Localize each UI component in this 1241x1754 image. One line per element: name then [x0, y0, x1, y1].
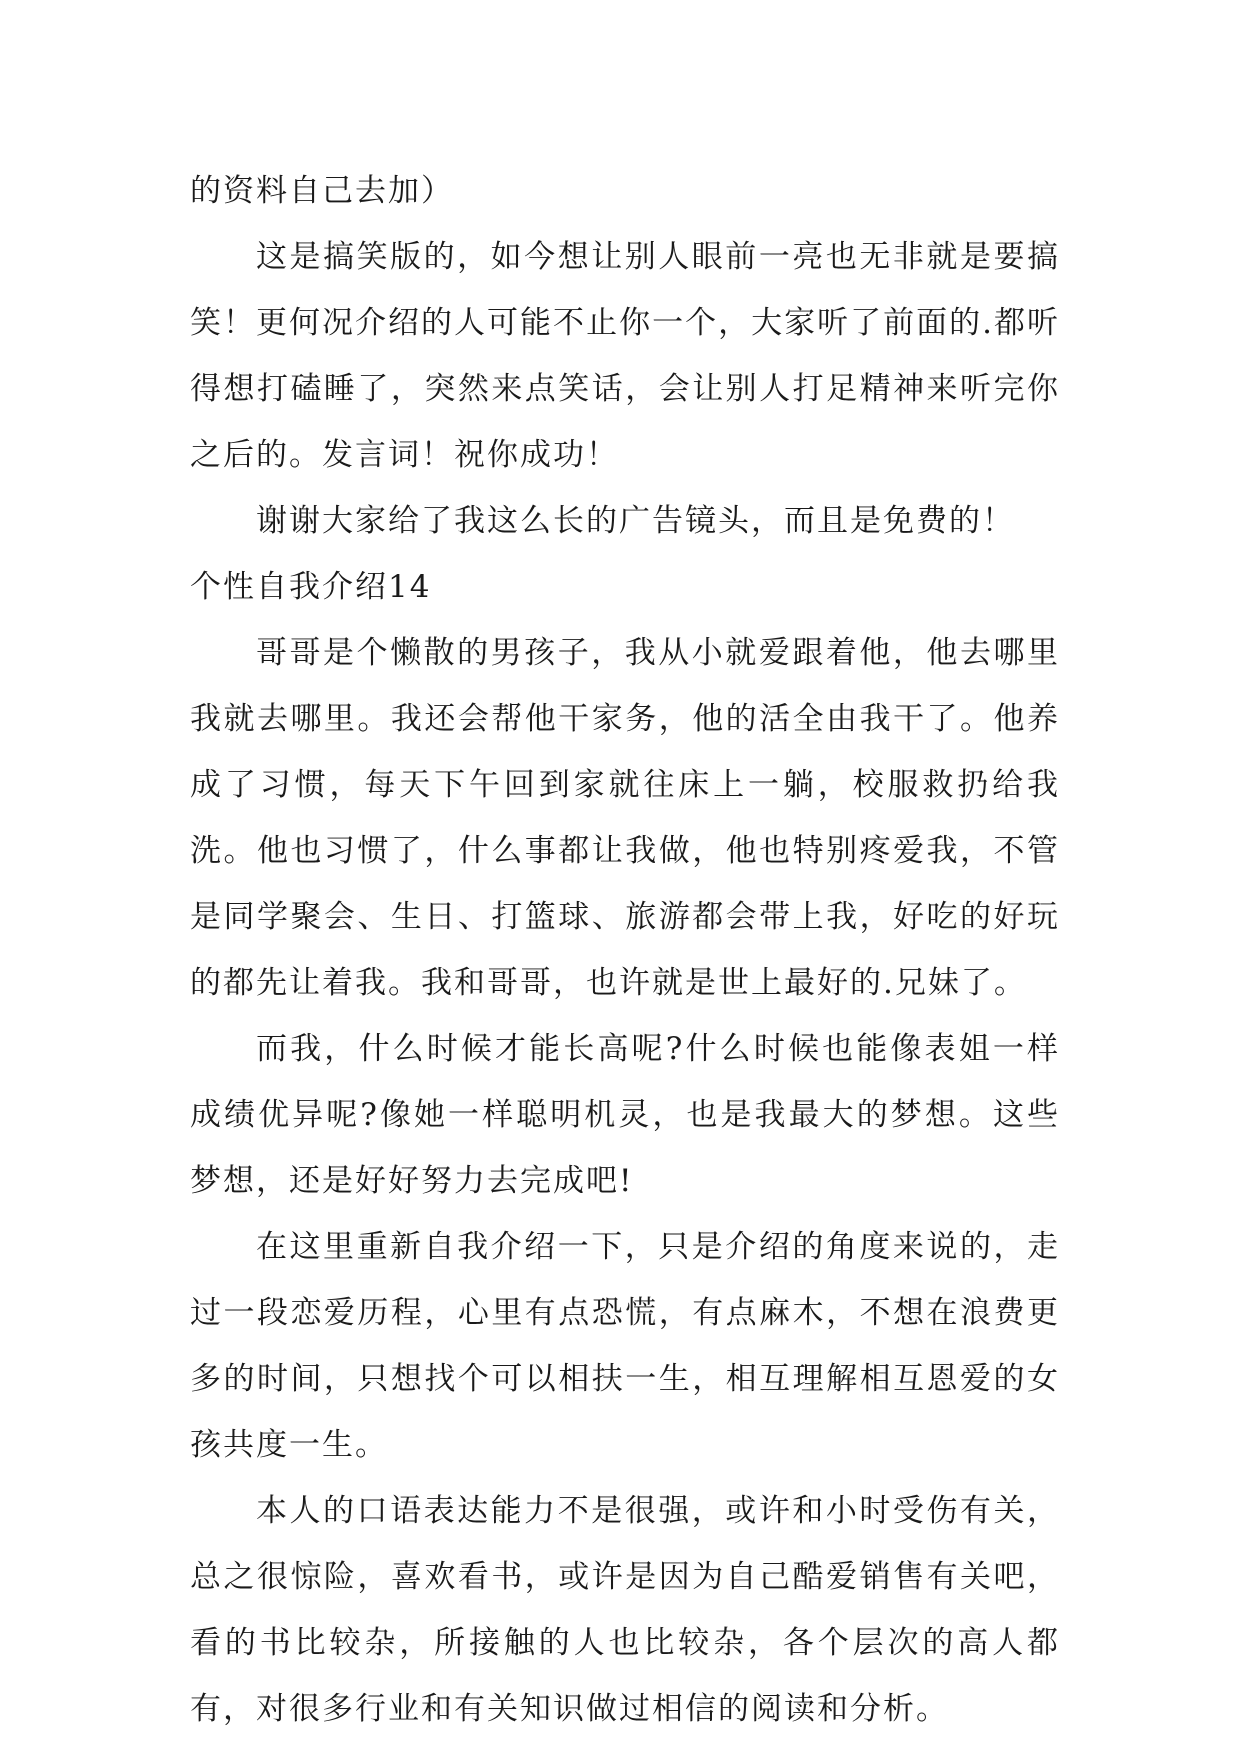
paragraph: 哥哥是个懒散的男孩子，我从小就爱跟着他，他去哪里我就去哪里。我还会帮他干家务，他的活全由我干了。他养成了习惯，每天下午回到家就往床上一躺，校服救扔给我洗。他也习惯了，什么事都让我做，他也特别疼爱我，不管是同学聚会、生日、打篮球、旅游都会带上我，好吃的好玩的都先让着我。我和哥哥，也许就是世上最好的.兄妹了。: [190, 635, 1060, 1001]
paragraph: 本人的口语表达能力不是很强，或许和小时受伤有关，总之很惊险，喜欢看书，或许是因为自己酷爱销售有关吧，看的书比较杂，所接触的人也比较杂，各个层次的高人都有，对很多行业和有关知识做过相信的阅读和分析。: [190, 1493, 1060, 1727]
document-body: [190, 158, 1060, 1742]
paragraph: 这是搞笑版的，如今想让别人眼前一亮也无非就是要搞笑！更何况介绍的人可能不止你一个，大家听了前面的.都听得想打磕睡了，突然来点笑话，会让别人打足精神来听完你之后的。发言词！祝你成功！: [190, 239, 1060, 473]
paragraph: 在这里重新自我介绍一下，只是介绍的角度来说的，走过一段恋爱历程，心里有点恐慌，有点麻木，不想在浪费更多的时间，只想找个可以相扶一生，相互理解相互恩爱的女孩共度一生。: [190, 1229, 1060, 1463]
paragraph-continuation: 的资料自己去加）: [190, 173, 454, 209]
paragraph: 谢谢大家给了我这么长的广告镜头，而且是免费的！: [256, 503, 1015, 539]
paragraph: 而我，什么时候才能长高呢?什么时候也能像表姐一样成绩优异呢?像她一样聪明机灵，也是我最大的梦想。这些梦想，还是好好努力去完成吧!: [190, 1031, 1060, 1199]
section-title: 个性自我介绍14: [190, 569, 432, 605]
